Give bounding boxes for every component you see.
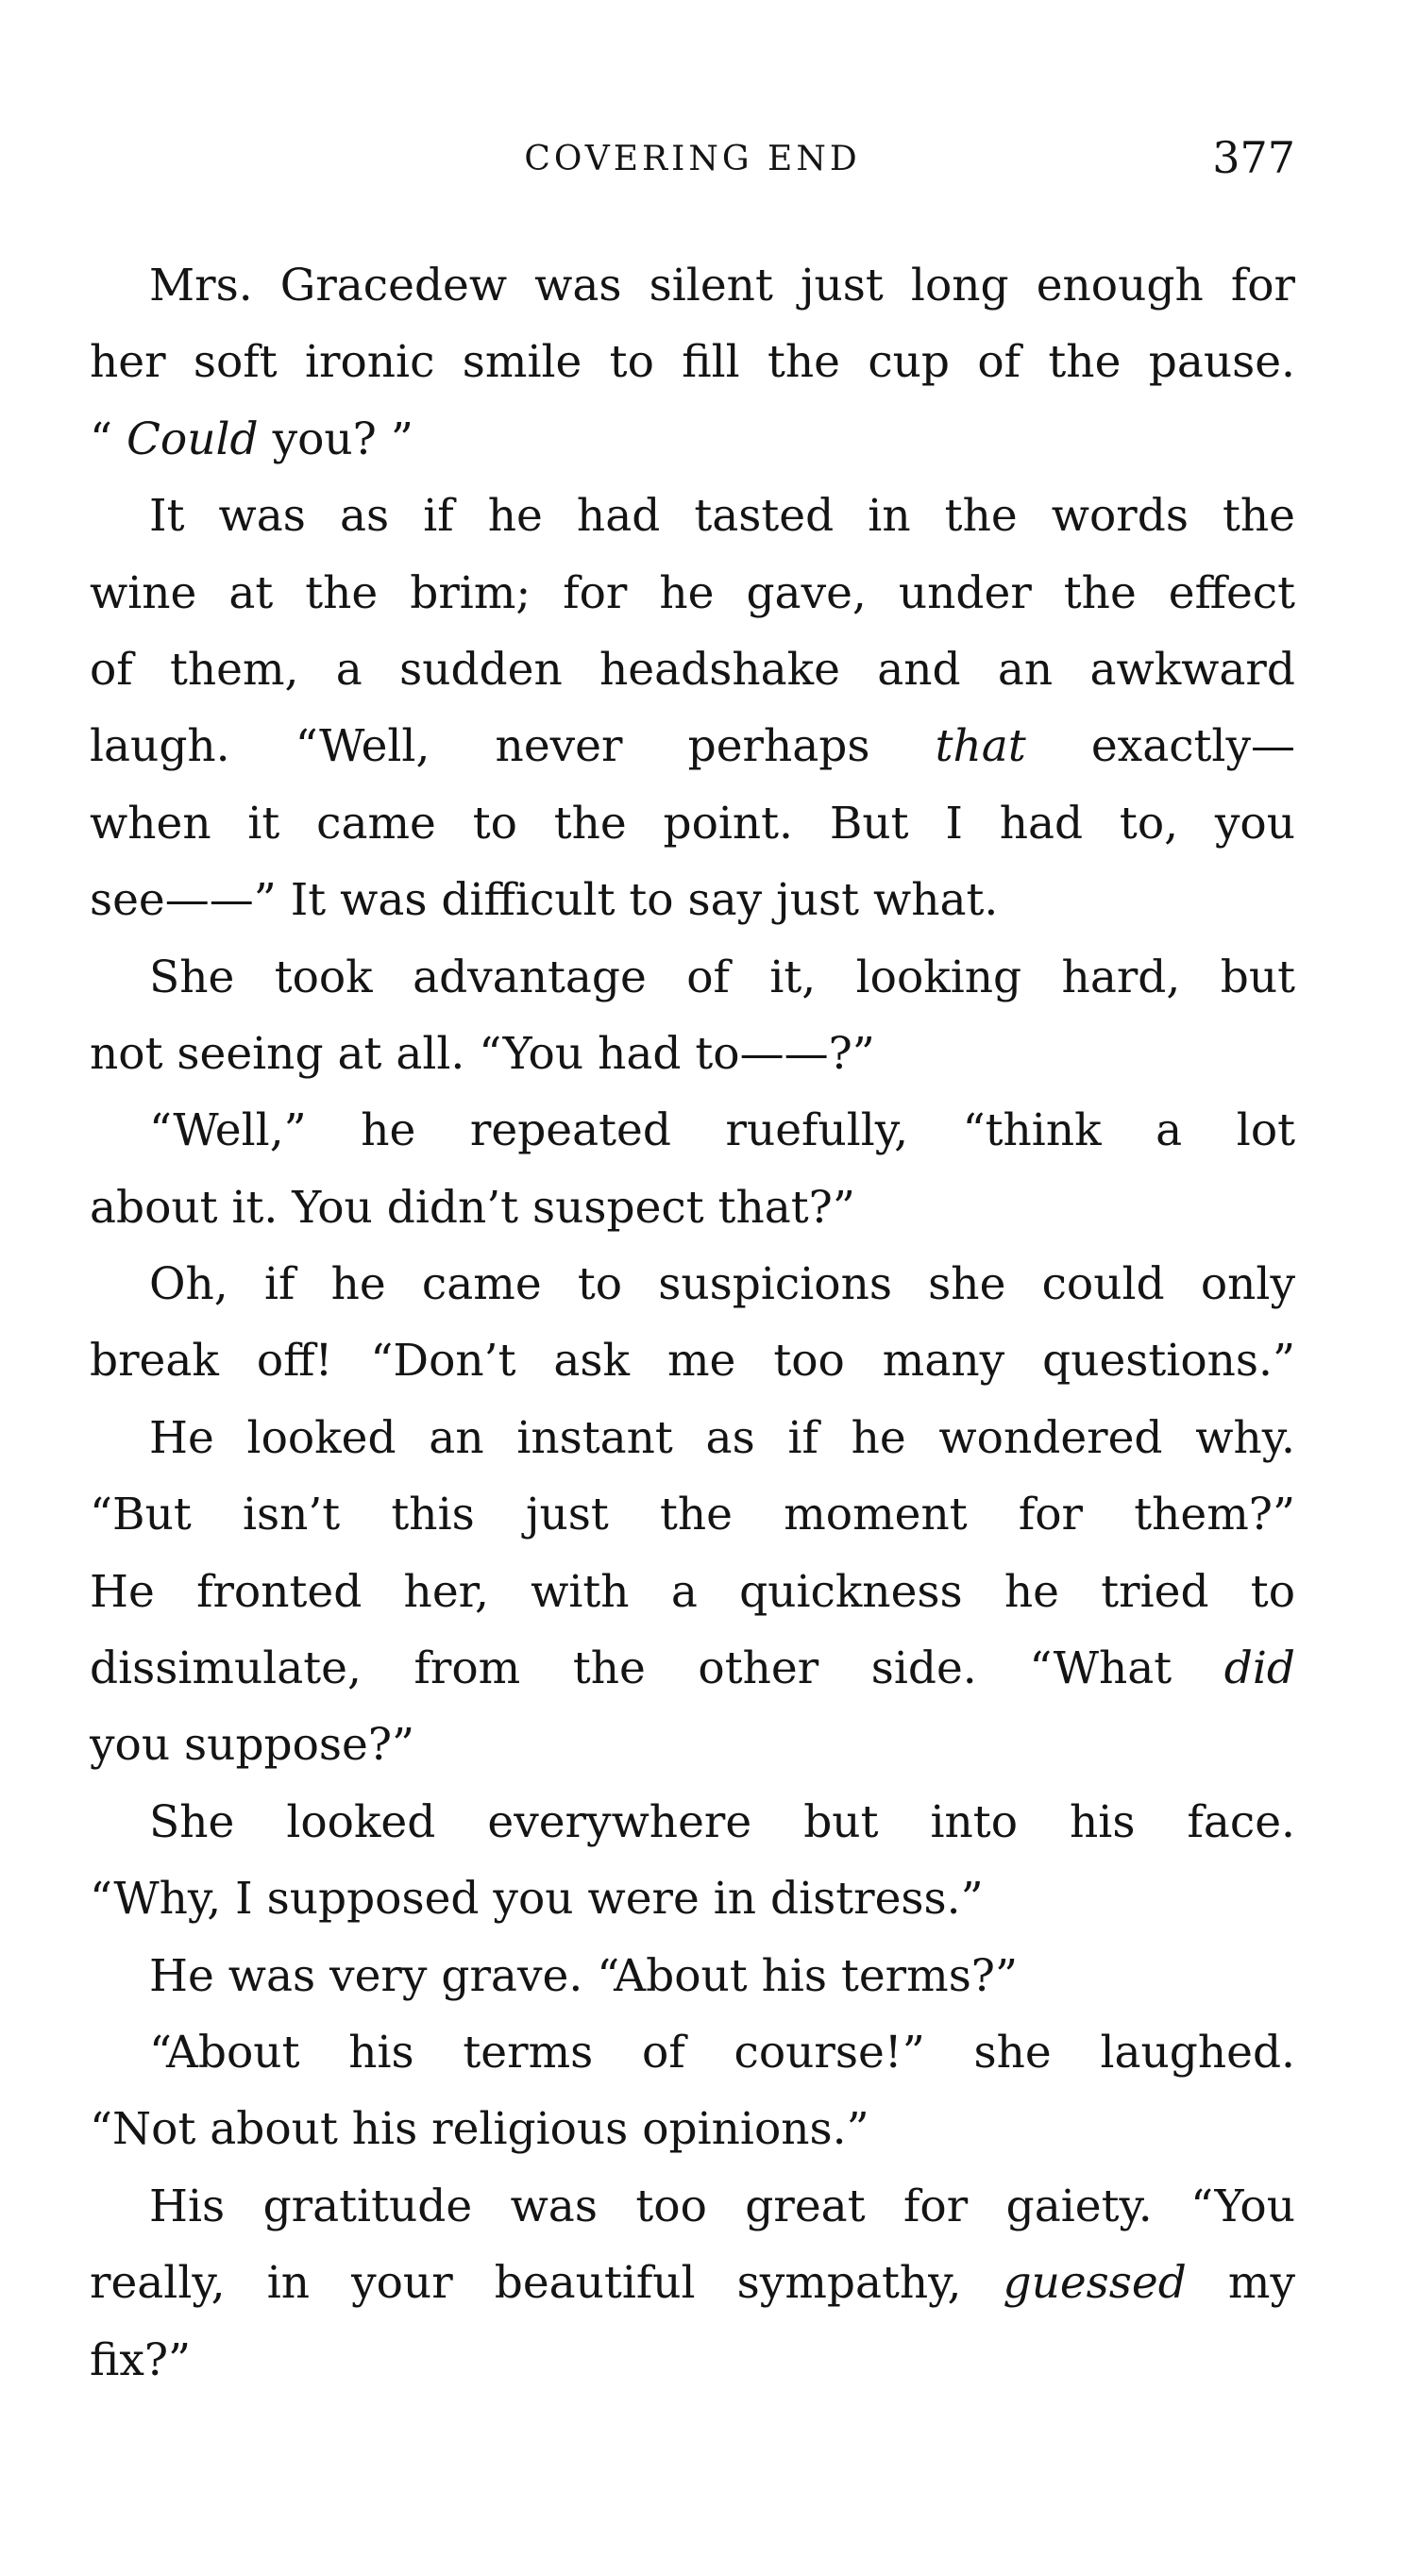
body-text bbox=[90, 247, 1295, 2399]
text-line bbox=[90, 1938, 1295, 2014]
text-line bbox=[90, 939, 1295, 1016]
text-line bbox=[90, 1322, 1295, 1399]
text-segment: my bbox=[1186, 2257, 1295, 2310]
text-segment: wine at the brim; for he gave, under the effect bbox=[90, 566, 1295, 619]
page-number: 377 bbox=[1212, 132, 1295, 183]
text-segment: you? ” bbox=[258, 412, 413, 465]
text-segment: He fronted her, with a quickness he tried to bbox=[90, 1565, 1295, 1618]
text-segment: fix?” bbox=[90, 2333, 192, 2386]
text-segment: She looked everywhere but into his face. bbox=[149, 1795, 1295, 1848]
text-segment: “But isn’t this just the moment for them?” bbox=[90, 1489, 1295, 1541]
text-line bbox=[90, 631, 1295, 708]
text-segment: His gratitude was too great for gaiety. “You bbox=[149, 2180, 1295, 2232]
text-segment: laugh. “Well, never perhaps bbox=[90, 720, 936, 773]
text-segment: her soft ironic smile to fill the cup of the pause. bbox=[90, 336, 1295, 389]
text-segment: really, in your beautiful sympathy, bbox=[90, 2257, 1004, 2310]
text-segment: “About his terms of course!” she laughed. bbox=[149, 2026, 1295, 2079]
text-line bbox=[90, 1092, 1295, 1169]
text-segment: He looked an instant as if he wondered why. bbox=[149, 1411, 1295, 1464]
text-segment: He was very grave. “About his terms?” bbox=[149, 1949, 1019, 2002]
text-line bbox=[90, 1860, 1295, 1937]
text-segment: Mrs. Gracedew was silent just long enough for bbox=[149, 260, 1295, 311]
page-header bbox=[90, 132, 1295, 189]
text-line bbox=[90, 478, 1295, 554]
text-line bbox=[90, 2014, 1295, 2091]
text-line bbox=[90, 1246, 1295, 1322]
text-segment: dissimulate, from the other side. “What bbox=[90, 1642, 1224, 1695]
text-line bbox=[90, 2245, 1295, 2321]
text-segment: “Not about his religious opinions.” bbox=[90, 2103, 869, 2156]
text-line bbox=[90, 2091, 1295, 2167]
text-line bbox=[90, 1170, 1295, 1246]
text-segment: She took advantage of it, looking hard, but bbox=[149, 951, 1295, 1003]
text-line bbox=[90, 247, 1295, 324]
italic-text: Could bbox=[126, 412, 259, 465]
text-segment: Oh, if he came to suspicions she could only bbox=[149, 1258, 1295, 1311]
text-segment: see——” It was difficult to say just what. bbox=[90, 874, 999, 927]
running-head: COVERING END bbox=[524, 140, 861, 178]
text-line bbox=[90, 785, 1295, 862]
text-segment: “Well,” he repeated ruefully, “think a lot bbox=[149, 1104, 1295, 1157]
text-segment: break off! “Don’t ask me too many questions.” bbox=[90, 1335, 1295, 1388]
italic-text: guessed bbox=[1003, 2257, 1187, 2310]
text-line bbox=[90, 1707, 1295, 1783]
text-line bbox=[90, 1476, 1295, 1553]
text-line bbox=[90, 1784, 1295, 1860]
text-segment: It was as if he had tasted in the words the bbox=[149, 490, 1295, 543]
text-line bbox=[90, 708, 1295, 784]
text-line bbox=[90, 862, 1295, 938]
text-line bbox=[90, 1400, 1295, 1476]
text-line bbox=[90, 555, 1295, 631]
text-segment: about it. You didn’t suspect that?” bbox=[90, 1181, 855, 1234]
text-line bbox=[90, 1016, 1295, 1092]
italic-text: did bbox=[1223, 1642, 1295, 1695]
text-line bbox=[90, 401, 1295, 478]
text-line bbox=[90, 1630, 1295, 1707]
text-segment: “Why, I supposed you were in distress.” bbox=[90, 1873, 984, 1926]
text-segment: “ bbox=[90, 412, 127, 465]
text-segment: you suppose?” bbox=[90, 1719, 415, 1772]
text-segment: not seeing at all. “You had to——?” bbox=[90, 1027, 875, 1080]
text-segment: when it came to the point. But I had to, you bbox=[90, 797, 1295, 850]
text-line bbox=[90, 2322, 1295, 2399]
text-line bbox=[90, 1554, 1295, 1630]
text-line bbox=[90, 2168, 1295, 2245]
text-line bbox=[90, 324, 1295, 400]
italic-text: that bbox=[935, 720, 1026, 773]
text-segment: exactly— bbox=[1025, 720, 1296, 773]
text-segment: of them, a sudden headshake and an awkward bbox=[90, 643, 1295, 696]
